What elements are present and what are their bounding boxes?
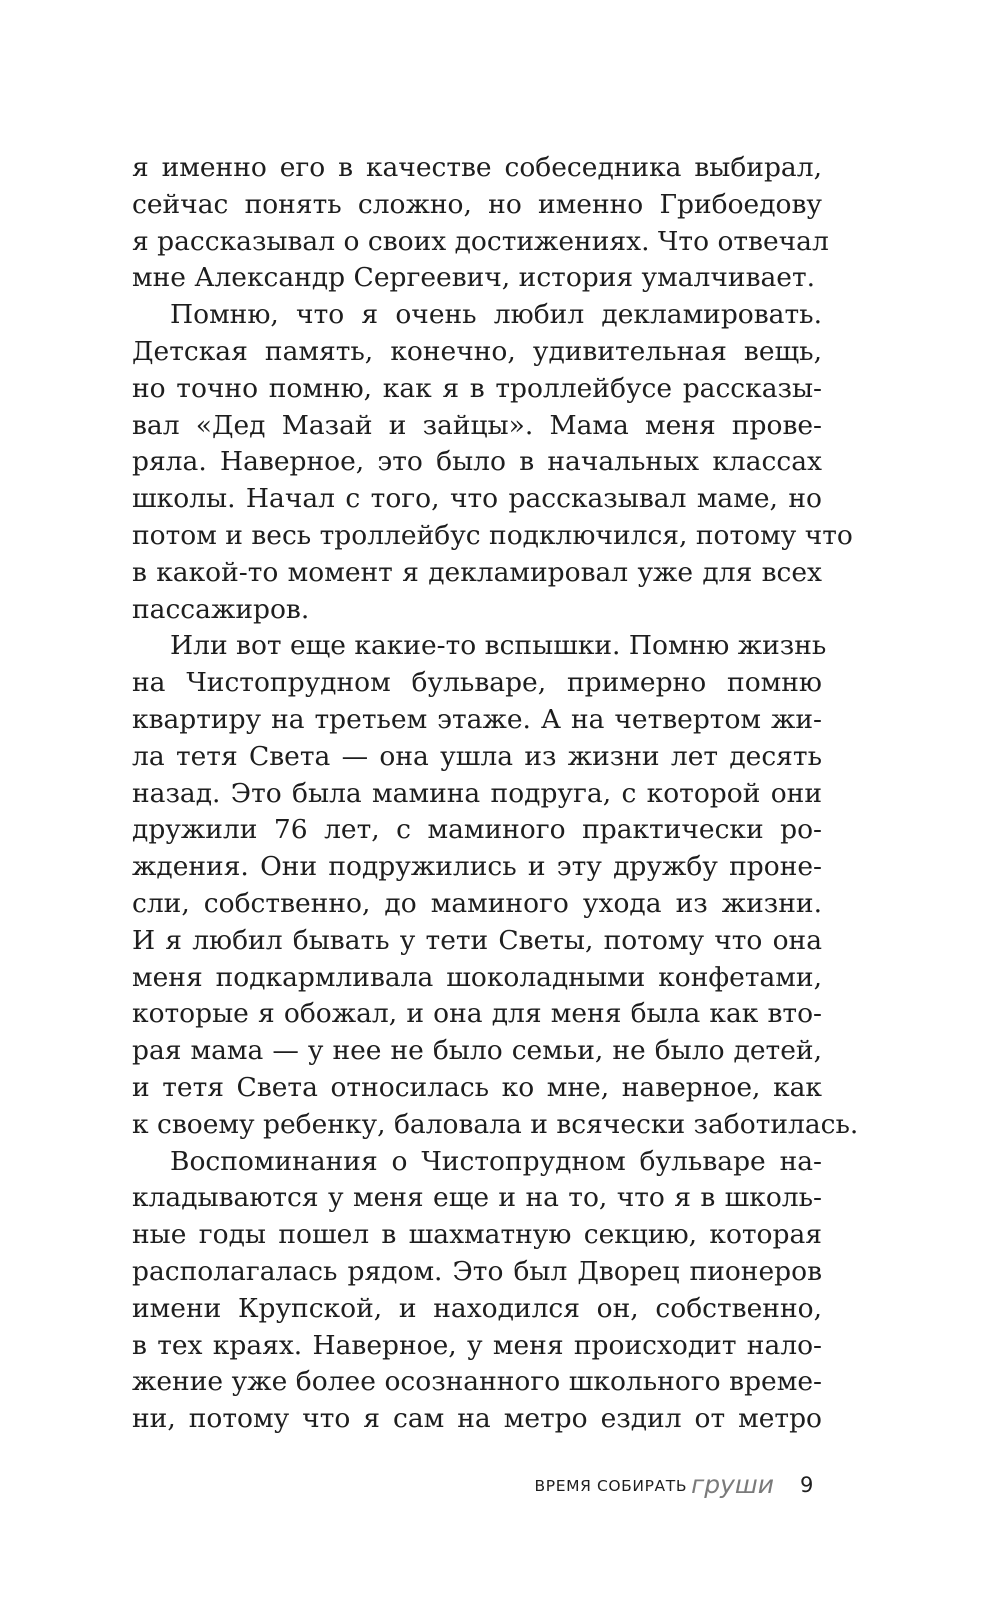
text-line: ряла. Наверное, это было в начальных классах [132,446,822,478]
text-line: в тех краях. Наверное, у меня происходит нало- [132,1329,822,1361]
text-line: вал «Дед Мазай и зайцы». Мама меня прове- [132,409,822,441]
text-line: к своему ребенку, баловала и всячески заботилась. [132,1108,859,1140]
text-line: потом и весь троллейбус подключился, потому что [132,519,853,551]
text-line: квартиру на третьем этаже. А на четвертом жи- [132,703,822,735]
text-line: имени Крупской, и находился он, собственно, [132,1292,822,1324]
text-line: Помню, что я очень любил декламировать. [170,299,822,331]
text-line: в какой-то момент я декламировал уже для всех [132,556,822,588]
text-line: дружили 76 лет, с маминого практически ро- [132,814,822,846]
body-text [132,150,859,1438]
page-number: 9 [800,1473,814,1497]
text-line: школы. Начал с того, что рассказывал маме, но [132,483,822,515]
text-line: ные годы пошел в шахматную секцию, которая [132,1219,822,1251]
text-line: Или вот еще какие-то вспышки. Помню жизнь [170,630,827,662]
text-line: но точно помню, как я в троллейбусе рассказы- [132,372,822,404]
text-line: Детская память, конечно, удивительная вещь, [132,335,822,367]
text-line: сейчас понять сложно, но именно Грибоедову [132,188,822,220]
running-title-accent: груши [691,1470,774,1499]
text-line: жение уже более осознанного школьного време- [132,1366,822,1398]
text-line: и тетя Света относилась ко мне, наверное, как [132,1071,822,1103]
text-line: располагалась рядом. Это был Дворец пионеров [132,1255,822,1287]
text-line: я рассказывал о своих достижениях. Что отвечал [132,225,829,257]
text-line: меня подкармливала шоколадными конфетами, [132,961,822,993]
text-line: рая мама — у нее не было семьи, не было детей, [132,1035,822,1067]
page-footer [0,1468,1000,1508]
text-line: я именно его в качестве собеседника выбирал, [132,152,822,183]
text-line: на Чистопрудном бульваре, примерно помню [132,667,822,699]
text-line: мне Александр Сергеевич, история умалчивает. [132,262,816,294]
text-line: И я любил бывать у тети Светы, потому что она [132,924,822,956]
running-title-text: ВРЕМЯ СОБИРАТЬ [534,1477,688,1495]
text-line: сли, собственно, до маминого ухода из жизни. [132,887,822,919]
text-line: Воспоминания о Чистопрудном бульваре на- [170,1145,822,1177]
text-line: кладываются у меня еще и на то, что я в школь- [132,1182,822,1214]
text-line: пассажиров. [132,593,310,625]
text-line: которые я обожал, и она для меня была как вто- [132,998,822,1030]
text-line: ни, потому что я сам на метро ездил от метро [132,1403,822,1435]
text-line: ждения. Они подружились и эту дружбу проне- [132,851,822,883]
text-line: назад. Это была мамина подруга, с которой они [132,777,822,809]
running-title [535,1468,774,1503]
text-line: ла тетя Света — она ушла из жизни лет десять [132,740,822,772]
